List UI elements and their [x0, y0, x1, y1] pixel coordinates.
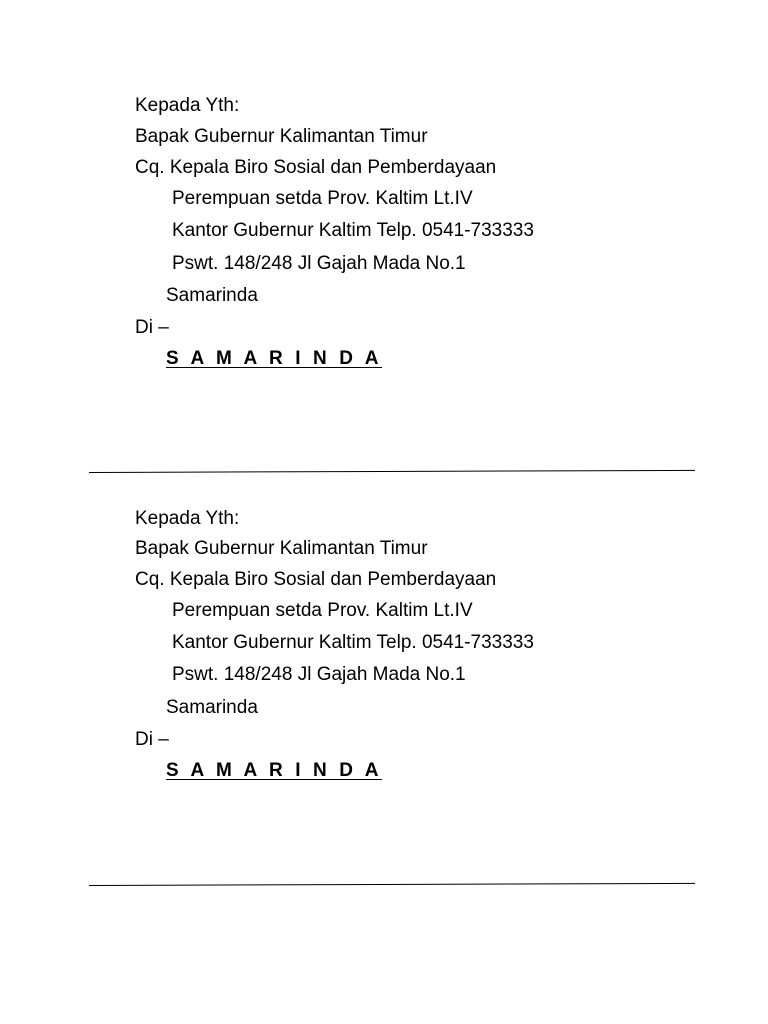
recipient: Bapak Gubernur Kalimantan Timur	[135, 538, 428, 559]
office-line: Kantor Gubernur Kaltim Telp. 0541-733333	[172, 220, 534, 241]
city-line: Samarinda	[166, 697, 258, 718]
street-line: Pswt. 148/248 Jl Gajah Mada No.1	[172, 664, 466, 685]
greeting: Kepada Yth:	[135, 95, 240, 116]
street-line: Pswt. 148/248 Jl Gajah Mada No.1	[172, 253, 466, 274]
di-line: Di –	[135, 729, 169, 750]
greeting: Kepada Yth:	[135, 508, 240, 529]
division-line: Perempuan setda Prov. Kaltim Lt.IV	[172, 188, 473, 209]
city-line: Samarinda	[166, 285, 258, 306]
destination-city: S A M A R I N D A	[166, 348, 383, 369]
division-line: Perempuan setda Prov. Kaltim Lt.IV	[172, 600, 473, 621]
office-line: Kantor Gubernur Kaltim Telp. 0541-733333	[172, 632, 534, 653]
cut-line-2	[89, 883, 695, 886]
cut-line-1	[89, 470, 695, 473]
di-line: Di –	[135, 317, 169, 338]
cq-line: Cq. Kepala Biro Sosial dan Pemberdayaan	[135, 157, 497, 178]
destination-city: S A M A R I N D A	[166, 760, 383, 781]
recipient: Bapak Gubernur Kalimantan Timur	[135, 126, 428, 147]
cq-line: Cq. Kepala Biro Sosial dan Pemberdayaan	[135, 569, 497, 590]
